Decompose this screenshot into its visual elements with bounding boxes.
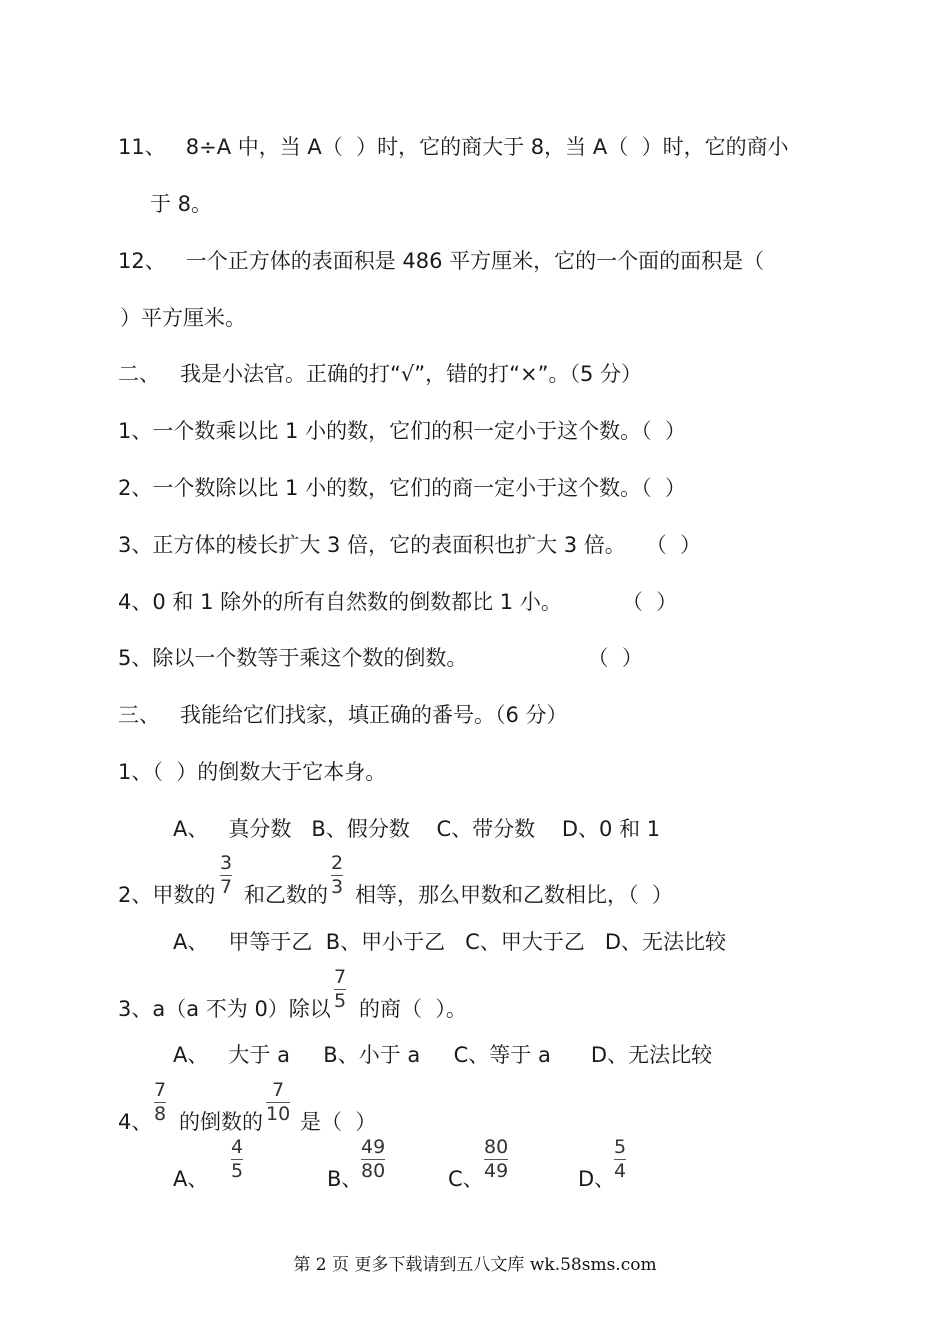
choice-4-middle: 的倒数的	[179, 1110, 263, 1134]
choice-2-suffix: 相等，那么甲数和乙数相比，（ ）	[355, 883, 673, 907]
choice-4-option-c-label: C、	[448, 1167, 484, 1191]
question-11-line-1: 11、 8÷A 中，当 A（ ）时，它的商大于 8，当 A（ ）时，它的商小	[118, 135, 789, 159]
fraction-4-5: 4 5	[231, 1136, 244, 1182]
section-2-heading: 二、 我是小法官。正确的打“√”，错的打“×”。（5 分）	[118, 362, 643, 386]
choice-2-prefix: 2、甲数的	[118, 883, 216, 907]
fraction-7-10: 7 10	[266, 1079, 291, 1125]
choice-4-option-b-label: B、	[327, 1167, 363, 1191]
choice-3-suffix: 的商（ ）。	[359, 997, 467, 1021]
choice-3-prefix: 3、a（a 不为 0）除以	[118, 997, 331, 1021]
choice-2-options: A、 甲等于乙 B、甲小于乙 C、甲大于乙 D、无法比较	[173, 930, 727, 954]
fraction-2-3: 2 3	[331, 852, 344, 898]
judge-item-1: 1、一个数乘以比 1 小的数，它们的积一定小于这个数。（ ）	[118, 419, 686, 443]
choice-4-suffix: 是（ ）	[300, 1110, 377, 1134]
choice-4-prefix: 4、	[118, 1110, 153, 1134]
judge-item-2: 2、一个数除以比 1 小的数，它们的商一定小于这个数。（ ）	[118, 476, 686, 500]
fraction-3-7: 3 7	[220, 852, 233, 898]
choice-3-options: A、 大于 a B、小于 a C、等于 a D、无法比较	[173, 1043, 713, 1067]
choice-4-option-d-label: D、	[578, 1167, 616, 1191]
judge-item-5: 5、除以一个数等于乘这个数的倒数。 （ ）	[118, 646, 643, 670]
fraction-7-5: 7 5	[334, 966, 347, 1012]
choice-4-option-a-label: A、	[173, 1167, 209, 1191]
fraction-49-80: 49 80	[361, 1136, 386, 1182]
question-12-line-2: ）平方厘米。	[120, 306, 246, 330]
judge-item-3: 3、正方体的棱长扩大 3 倍，它的表面积也扩大 3 倍。 （ ）	[118, 533, 702, 557]
question-11-line-2: 于 8。	[150, 192, 213, 216]
section-3-heading: 三、 我能给它们找家，填正确的番号。（6 分）	[118, 703, 568, 727]
fraction-5-4: 5 4	[614, 1136, 627, 1182]
choice-1: 1、（ ）的倒数大于它本身。	[118, 760, 387, 784]
choice-2-middle: 和乙数的	[244, 883, 328, 907]
question-12-line-1: 12、 一个正方体的表面积是 486 平方厘米，它的一个面的面积是（	[118, 249, 765, 273]
judge-item-4: 4、0 和 1 除外的所有自然数的倒数都比 1 小。 （ ）	[118, 590, 678, 614]
fraction-80-49: 80 49	[484, 1136, 509, 1182]
fraction-7-8: 7 8	[154, 1079, 167, 1125]
choice-1-options: A、 真分数 B、假分数 C、带分数 D、0 和 1	[173, 817, 661, 841]
page-footer: 第 2 页 更多下载请到五八文库 wk.58sms.com	[293, 1255, 657, 1275]
